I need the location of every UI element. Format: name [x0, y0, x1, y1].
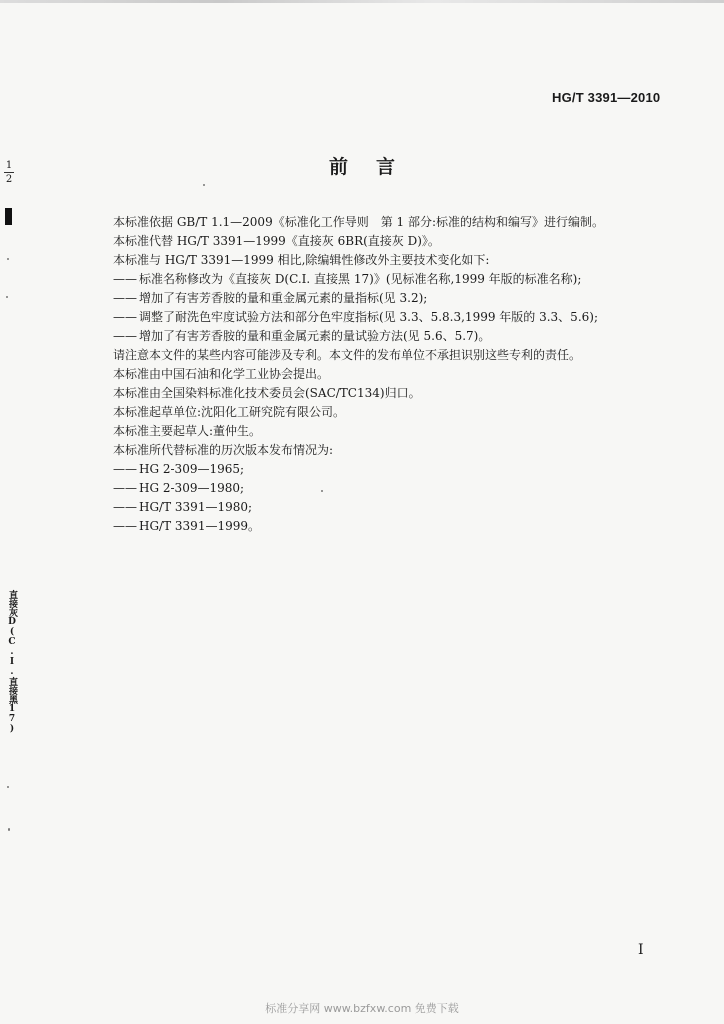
scan-speck	[6, 296, 8, 298]
paragraph: 本标准由全国染料标准化技术委员会(SAC/TC134)归口。	[113, 386, 421, 400]
dash-bullet: ——	[113, 519, 137, 533]
dash-bullet: ——	[113, 462, 137, 476]
change-text: 调整了耐洗色牢度试验方法和部分色牢度指标(见 3.3、5.8.3,1999 年版的 3.3、5.6);	[139, 310, 598, 324]
scan-speck	[8, 828, 10, 831]
standard-code: HG/T 3391—2010	[552, 90, 661, 105]
fraction-bar	[4, 172, 14, 173]
fraction-denominator: 2	[5, 174, 13, 185]
change-item	[113, 270, 653, 289]
paragraph: 本标准所代替标准的历次版本发布情况为:	[113, 443, 334, 457]
change-item	[113, 289, 653, 308]
change-text: 标准名称修改为《直接灰 D(C.I. 直接黑 17)》(见标准名称,1999 年版的标准名称);	[139, 272, 582, 286]
paragraph: 本标准依据 GB/T 1.1—2009《标准化工作导则 第 1 部分:标准的结构和编写》进行编制。	[113, 215, 605, 229]
watermark-link[interactable]: 标准分享网 www.bzfxw.com 免费下载	[265, 1002, 459, 1015]
dash-bullet: ——	[113, 481, 137, 495]
change-item	[113, 308, 653, 327]
history-item	[113, 498, 653, 517]
history-text: HG 2-309—1965;	[139, 462, 245, 476]
change-item	[113, 327, 653, 346]
paragraph: 本标准主要起草人:董仲生。	[113, 424, 262, 438]
dash-bullet: ——	[113, 272, 137, 286]
margin-marker	[5, 208, 12, 225]
scan-speck	[7, 786, 9, 788]
margin-fraction	[4, 160, 14, 185]
history-text: HG/T 3391—1980;	[139, 500, 253, 514]
side-title: 直接灰D(C.I.直接黑17)	[7, 590, 17, 734]
change-text: 增加了有害芳香胺的量和重金属元素的量试验方法(见 5.6、5.7)。	[139, 329, 491, 343]
scan-speck	[203, 184, 205, 186]
page-number: I	[638, 942, 644, 958]
history-text: HG 2-309—1980;	[139, 481, 245, 495]
history-item	[113, 479, 653, 498]
dash-bullet: ——	[113, 329, 137, 343]
history-item	[113, 460, 653, 479]
scan-edge	[0, 0, 724, 3]
page-title: 前言	[328, 156, 423, 178]
scan-speck	[7, 258, 9, 260]
paragraph: 本标准由中国石油和化学工业协会提出。	[113, 367, 330, 381]
paragraph: 本标准起草单位:沈阳化工研究院有限公司。	[113, 405, 346, 419]
change-text: 增加了有害芳香胺的量和重金属元素的量指标(见 3.2);	[139, 291, 428, 305]
dash-bullet: ——	[113, 500, 137, 514]
fraction-numerator: 1	[5, 160, 13, 171]
dash-bullet: ——	[113, 291, 137, 305]
history-item	[113, 517, 653, 536]
paragraph: 本标准与 HG/T 3391—1999 相比,除编辑性修改外主要技术变化如下:	[113, 253, 490, 267]
paragraph: 请注意本文件的某些内容可能涉及专利。本文件的发布单位不承担识别这些专利的责任。	[113, 348, 582, 362]
history-text: HG/T 3391—1999。	[139, 519, 260, 533]
document-body	[113, 213, 653, 536]
dash-bullet: ——	[113, 310, 137, 324]
paragraph: 本标准代替 HG/T 3391—1999《直接灰 6BR(直接灰 D)》。	[113, 234, 440, 248]
